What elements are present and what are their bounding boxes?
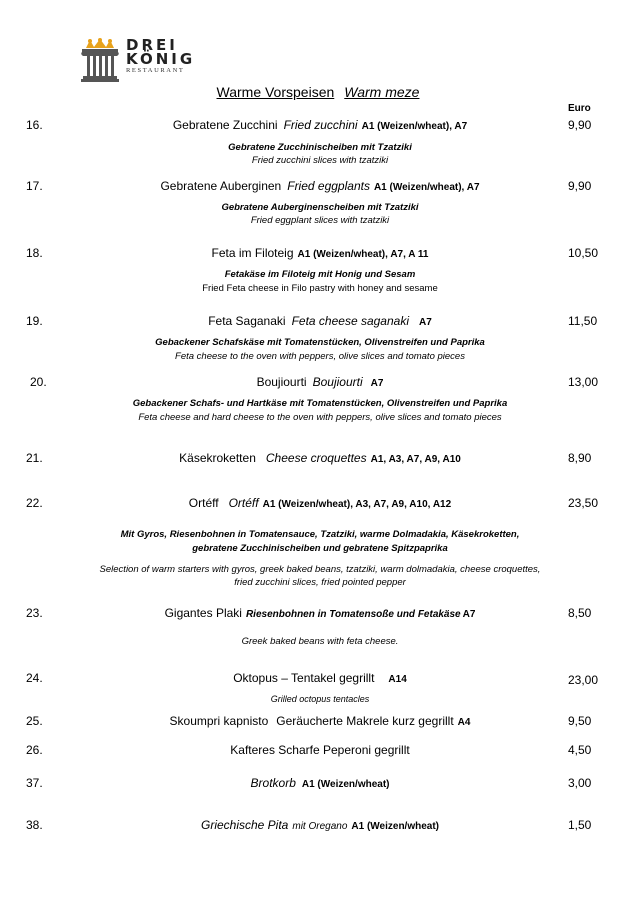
item-price: 10,50 bbox=[568, 246, 599, 260]
logo-wordmark bbox=[126, 38, 195, 74]
item-desc-en: Fried Feta cheese in Filo pastry with honey and sesame bbox=[202, 283, 438, 294]
item-desc-en: Feta cheese and hard cheese to the oven with peppers, olive slices and tomato pieces bbox=[138, 412, 502, 423]
currency-label: Euro bbox=[568, 103, 591, 114]
item-extra: mit Oregano bbox=[292, 821, 348, 832]
item-number: 20. bbox=[30, 375, 47, 389]
item-number: 17. bbox=[26, 179, 43, 193]
item-title bbox=[80, 118, 560, 132]
item-allergens: A1 (Weizen/wheat), A3, A7, A9, A10, A12 bbox=[262, 499, 452, 510]
item-price: 9,90 bbox=[568, 118, 592, 132]
item-number: 37. bbox=[26, 776, 43, 790]
item-name-en: Ortéff bbox=[228, 496, 259, 510]
logo-line-2: KÖNIG bbox=[126, 50, 196, 68]
item-price: 9,90 bbox=[568, 179, 592, 193]
item-title bbox=[80, 179, 560, 193]
item-desc-en: Feta cheese to the oven with peppers, olive slices and tomato pieces bbox=[175, 351, 465, 362]
item-allergens: A7 bbox=[419, 317, 432, 328]
item-name: Gigantes Plaki bbox=[164, 606, 242, 620]
item-desc-en: Fried eggplant slices with tzatziki bbox=[250, 215, 390, 226]
item-name: Griechische Pita bbox=[200, 818, 289, 832]
item-name-en: Boujiourti bbox=[312, 375, 363, 389]
item-name-en: Fried zucchini bbox=[283, 118, 358, 132]
item-title bbox=[80, 743, 560, 757]
item-price: 8,90 bbox=[568, 451, 592, 465]
section-title-en: Warm meze bbox=[344, 84, 420, 100]
item-number: 25. bbox=[26, 714, 43, 728]
item-title bbox=[80, 818, 560, 832]
item-allergens: A1 (Weizen/wheat) bbox=[351, 821, 439, 832]
item-desc-de: Gebratene Zucchinischeiben mit Tzatziki bbox=[228, 142, 412, 153]
item-title bbox=[80, 714, 560, 728]
item-allergens: A1, A3, A7, A9, A10 bbox=[370, 454, 461, 465]
item-allergens: A7 bbox=[462, 609, 476, 620]
item-desc-de-line-2: gebratene Zucchinischeiben und gebratene Spitzpaprika bbox=[192, 543, 448, 554]
item-name: Käsekroketten bbox=[179, 451, 256, 465]
item-price: 8,50 bbox=[568, 606, 592, 620]
item-number: 19. bbox=[26, 314, 43, 328]
restaurant-logo bbox=[78, 38, 228, 82]
item-price: 11,50 bbox=[568, 314, 598, 328]
item-title bbox=[80, 246, 560, 260]
item-allergens: A4 bbox=[457, 717, 471, 728]
item-title bbox=[80, 776, 560, 790]
item-desc-de: Gebackener Schafskäse mit Tomatenstücken, Olivenstreifen und Paprika bbox=[155, 337, 485, 348]
item-allergens: A1 (Weizen/wheat), A7, A 11 bbox=[297, 249, 429, 260]
item-allergens: A14 bbox=[388, 674, 407, 685]
logo-line-3: RESTAURANT bbox=[126, 67, 185, 74]
item-number: 22. bbox=[26, 496, 43, 510]
item-name: Skoumpri kapnisto bbox=[169, 714, 269, 728]
section-title bbox=[0, 84, 636, 100]
item-name: Boujiourti bbox=[256, 375, 307, 389]
item-name: Brotkorb bbox=[250, 776, 296, 790]
item-title bbox=[80, 451, 560, 465]
item-title bbox=[80, 314, 560, 328]
item-name: Kafteres Scharfe Peperoni gegrillt bbox=[230, 743, 410, 757]
item-name: Gebratene Zucchini bbox=[172, 118, 278, 132]
item-title bbox=[80, 606, 560, 620]
item-number: 18. bbox=[26, 246, 43, 260]
item-desc-de: Fetakäse im Filoteig mit Honig und Sesam bbox=[224, 269, 416, 280]
item-allergens: A1 (Weizen/wheat), A7 bbox=[361, 121, 468, 132]
logo-line-1: DREI bbox=[126, 36, 178, 54]
item-desc-de-line-1: Mit Gyros, Riesenbohnen in Tomatensauce, Tzatziki, warme Dolmadakia, Käsekroketten, bbox=[120, 529, 520, 540]
item-desc-en-line-2: fried zucchini slices, fried pointed pepper bbox=[234, 577, 406, 588]
item-price: 3,00 bbox=[568, 776, 592, 790]
item-name-en: Feta cheese saganaki bbox=[291, 314, 409, 328]
item-name-en: Fried eggplants bbox=[287, 179, 370, 193]
item-name: Feta im Filoteig bbox=[211, 246, 294, 260]
item-price: 1,50 bbox=[568, 818, 592, 832]
item-desc-en: Greek baked beans with feta cheese. bbox=[241, 636, 399, 647]
item-name: Oktopus – Tentakel gegrillt bbox=[233, 671, 375, 685]
item-title bbox=[80, 375, 560, 389]
item-price: 4,50 bbox=[568, 743, 592, 757]
item-number: 16. bbox=[26, 118, 43, 132]
greek-column-crown-icon bbox=[78, 38, 122, 82]
item-price: 23,50 bbox=[568, 496, 599, 510]
item-allergens: A1 (Weizen/wheat) bbox=[301, 779, 390, 790]
item-name: Ortéff bbox=[188, 496, 219, 510]
item-allergens: A7 bbox=[370, 378, 384, 389]
item-name: Gebratene Auberginen bbox=[160, 179, 282, 193]
item-name-en: Cheese croquettes bbox=[265, 451, 367, 465]
item-number: 24. bbox=[26, 671, 43, 685]
section-title-de: Warme Vorspeisen bbox=[216, 84, 335, 100]
item-title bbox=[80, 496, 560, 510]
item-number: 21. bbox=[26, 451, 43, 465]
item-price: 13,00 bbox=[568, 375, 599, 389]
item-name-de: Riesenbohnen in Tomatensoße und Fetakäse bbox=[245, 609, 461, 620]
item-title bbox=[80, 671, 560, 685]
item-desc-en-line-1: Selection of warm starters with gyros, greek baked beans, tzatziki, warm dolmadakia, cheese croquettes, bbox=[99, 564, 541, 575]
item-allergens: A1 (Weizen/wheat), A7 bbox=[373, 182, 480, 193]
item-desc-en: Fried zucchini slices with tzatziki bbox=[251, 155, 389, 166]
item-name-de: Geräucherte Makrele kurz gegrillt bbox=[276, 714, 454, 728]
item-price: 23,00 bbox=[568, 673, 599, 687]
item-desc-de: Gebackener Schafs- und Hartkäse mit Tomatenstücken, Olivenstreifen und Paprika bbox=[132, 398, 508, 409]
item-desc-de: Gebratene Auberginenscheiben mit Tzatziki bbox=[221, 202, 419, 213]
item-number: 38. bbox=[26, 818, 43, 832]
item-number: 26. bbox=[26, 743, 43, 757]
item-price: 9,50 bbox=[568, 714, 592, 728]
item-desc-en: Grilled octopus tentacles bbox=[270, 694, 370, 704]
item-number: 23. bbox=[26, 606, 43, 620]
item-name: Feta Saganaki bbox=[208, 314, 286, 328]
